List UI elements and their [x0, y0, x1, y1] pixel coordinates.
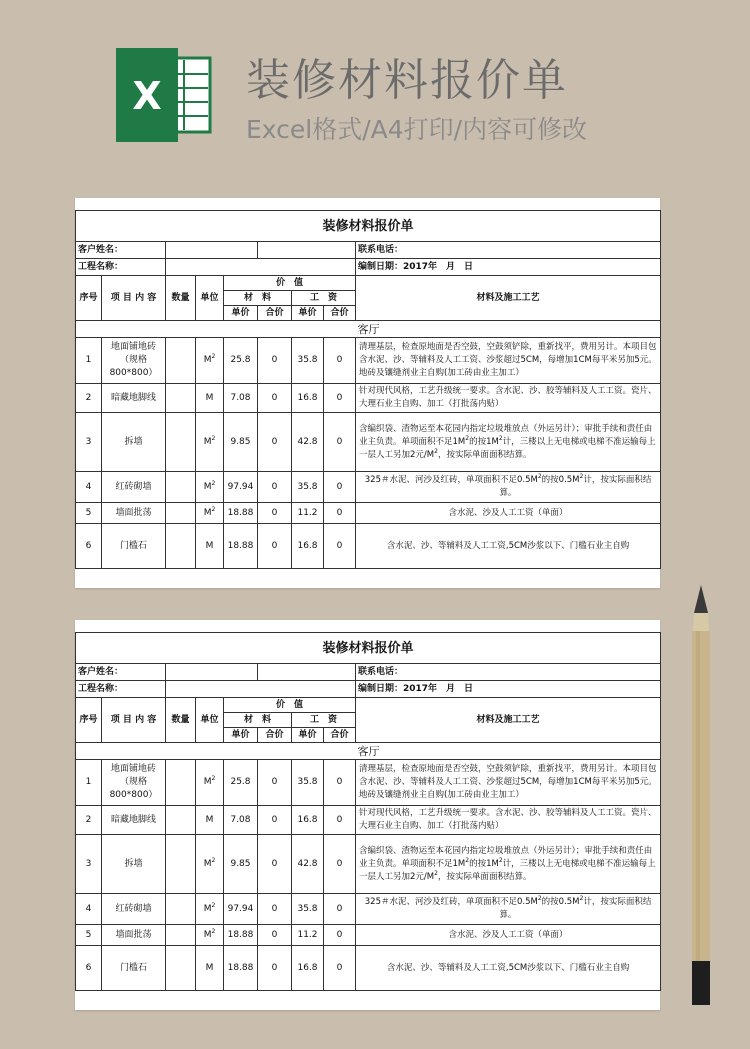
row-item: 门槛石	[102, 946, 166, 991]
row-item: 红砖砌墙	[102, 472, 166, 503]
row-unit: M	[196, 946, 224, 991]
row-unit: $M^2$	[196, 835, 224, 894]
row-no: 2	[76, 806, 102, 835]
row-lab-total: 0	[324, 760, 356, 806]
row-mat-price: 18.88	[224, 925, 258, 946]
row-desc: 含水泥、沙及人工工资（单面）	[356, 503, 661, 524]
col-no: 序号	[76, 276, 102, 321]
row-unit: $M^2$	[196, 894, 224, 925]
row-lab-total: 0	[324, 524, 356, 569]
customer-name-label: 客户姓名：	[76, 664, 166, 681]
col-qty: 数量	[166, 276, 196, 321]
row-qty[interactable]	[166, 760, 196, 806]
date-label: 编制日期：2017年 月 日	[356, 681, 661, 698]
table-row	[76, 806, 661, 835]
col-item: 项 目 内 容	[102, 276, 166, 321]
col-lab-unit-price: 单价	[292, 306, 324, 321]
quote-sheet-2	[75, 620, 660, 1010]
excel-logo-icon	[116, 48, 212, 142]
col-lab-total: 合价	[324, 728, 356, 743]
row-no: 2	[76, 384, 102, 413]
row-lab-price: 11.2	[292, 503, 324, 524]
col-item: 项 目 内 容	[102, 698, 166, 743]
logo-letter: X	[132, 74, 162, 118]
row-mat-price: 7.08	[224, 384, 258, 413]
table-row	[76, 384, 661, 413]
row-lab-price: 16.8	[292, 384, 324, 413]
row-mat-total: 0	[258, 472, 292, 503]
col-price: 价 值	[224, 276, 356, 291]
row-unit: $M^2$	[196, 925, 224, 946]
row-desc: 针对现代风格，工艺升级统一要求。含水泥、沙、胶等辅料及人工工资。瓷片、大理石业主自购、加工（打批荡内贴）	[356, 806, 661, 835]
row-lab-total: 0	[324, 925, 356, 946]
row-desc: 325＃水泥、河沙及红砖，单项面积不足$0.5M^2$的按$0.5M^2$计，按实际面积结算。	[356, 894, 661, 925]
col-material: 材 料	[224, 291, 292, 306]
col-mat-unit-price: 单价	[224, 728, 258, 743]
row-mat-total: 0	[258, 524, 292, 569]
quote-table	[75, 210, 661, 569]
row-desc: 清理基层，检查原地面是否空鼓，空鼓须铲除，重新找平，费用另计。本项目包含水泥、沙、等辅料及人工工资、沙浆超过5CM，每增加1CM每平米另加5元。地砖及镶缝剂业主自购(加工砖由业主加工）	[356, 760, 661, 806]
page-title: 装修材料报价单	[246, 55, 568, 106]
project-name-label: 工程名称：	[76, 681, 166, 698]
row-qty[interactable]	[166, 524, 196, 569]
customer-name-extra[interactable]	[258, 242, 356, 259]
row-qty[interactable]	[166, 413, 196, 472]
row-lab-total: 0	[324, 894, 356, 925]
col-lab-total: 合价	[324, 306, 356, 321]
table-row	[76, 524, 661, 569]
row-mat-price: 18.88	[224, 946, 258, 991]
row-lab-total: 0	[324, 384, 356, 413]
row-mat-price: 18.88	[224, 524, 258, 569]
row-lab-price: 16.8	[292, 524, 324, 569]
customer-name-value[interactable]	[166, 664, 258, 681]
contact-phone-label: 联系电话：	[356, 664, 661, 681]
row-mat-price: 25.8	[224, 338, 258, 384]
row-lab-price: 35.8	[292, 894, 324, 925]
row-qty[interactable]	[166, 503, 196, 524]
row-no: 1	[76, 760, 102, 806]
project-name-label: 工程名称：	[76, 259, 166, 276]
row-lab-total: 0	[324, 835, 356, 894]
row-mat-price: 9.85	[224, 413, 258, 472]
row-lab-price: 35.8	[292, 472, 324, 503]
table-row	[76, 338, 661, 384]
row-no: 5	[76, 503, 102, 524]
row-unit: $M^2$	[196, 760, 224, 806]
row-lab-price: 11.2	[292, 925, 324, 946]
row-unit: M	[196, 384, 224, 413]
row-unit: M	[196, 806, 224, 835]
col-labor: 工 资	[292, 291, 356, 306]
table-row	[76, 894, 661, 925]
project-name-value[interactable]	[166, 259, 356, 276]
col-desc: 材料及施工工艺	[356, 698, 661, 743]
col-desc: 材料及施工工艺	[356, 276, 661, 321]
row-no: 6	[76, 946, 102, 991]
row-mat-total: 0	[258, 925, 292, 946]
row-mat-total: 0	[258, 946, 292, 991]
quote-sheet-1	[75, 198, 660, 588]
row-lab-price: 16.8	[292, 946, 324, 991]
row-item: 墙面批荡	[102, 503, 166, 524]
row-unit: M	[196, 524, 224, 569]
row-mat-price: 25.8	[224, 760, 258, 806]
row-mat-total: 0	[258, 806, 292, 835]
table-row	[76, 946, 661, 991]
row-mat-total: 0	[258, 413, 292, 472]
row-mat-price: 97.94	[224, 894, 258, 925]
row-mat-total: 0	[258, 894, 292, 925]
row-item: 墙面批荡	[102, 925, 166, 946]
row-no: 6	[76, 524, 102, 569]
row-qty[interactable]	[166, 835, 196, 894]
row-mat-total: 0	[258, 835, 292, 894]
table-title: 装修材料报价单	[76, 211, 661, 242]
row-item: 地面铺地砖（规格800*800）	[102, 760, 166, 806]
row-qty[interactable]	[166, 472, 196, 503]
col-lab-unit-price: 单价	[292, 728, 324, 743]
row-no: 5	[76, 925, 102, 946]
table-row	[76, 472, 661, 503]
row-desc: 针对现代风格，工艺升级统一要求。含水泥、沙、胶等辅料及人工工资。瓷片、大理石业主自购、加工（打批荡内贴）	[356, 384, 661, 413]
contact-phone-label: 联系电话：	[356, 242, 661, 259]
row-lab-total: 0	[324, 472, 356, 503]
row-item: 暗藏地脚线	[102, 806, 166, 835]
row-desc: 清理基层，检查原地面是否空鼓，空鼓须铲除，重新找平，费用另计。本项目包含水泥、沙、等辅料及人工工资、沙浆超过5CM，每增加1CM每平米另加5元。地砖及镶缝剂业主自购(加工砖由业主加工）	[356, 338, 661, 384]
table-title: 装修材料报价单	[76, 633, 661, 664]
row-desc: 含编织袋、渣物运至本花园内指定垃圾堆放点（外运另计）；审批手续和责任由业主负责。单项面积不足$1M^2$的按$1M^2$计，三楼以上无电梯或电梯不准运输每上一层人工另加2元$/M^2$，按实际单面面积结算。	[356, 413, 661, 472]
row-mat-price: 7.08	[224, 806, 258, 835]
row-lab-total: 0	[324, 413, 356, 472]
col-price: 价 值	[224, 698, 356, 713]
row-lab-total: 0	[324, 338, 356, 384]
customer-name-value[interactable]	[166, 242, 258, 259]
table-row	[76, 413, 661, 472]
row-desc: 325＃水泥、河沙及红砖，单项面积不足$0.5M^2$的按$0.5M^2$计，按实际面积结算。	[356, 472, 661, 503]
customer-name-extra[interactable]	[258, 664, 356, 681]
row-mat-price: 9.85	[224, 835, 258, 894]
row-item: 地面铺地砖（规格800*800）	[102, 338, 166, 384]
row-item: 拆墙	[102, 413, 166, 472]
row-mat-total: 0	[258, 503, 292, 524]
area-label: 客厅	[356, 743, 661, 760]
col-labor: 工 资	[292, 713, 356, 728]
row-lab-price: 35.8	[292, 338, 324, 384]
row-item: 暗藏地脚线	[102, 384, 166, 413]
row-lab-total: 0	[324, 806, 356, 835]
row-mat-total: 0	[258, 338, 292, 384]
col-mat-total: 合价	[258, 306, 292, 321]
col-no: 序号	[76, 698, 102, 743]
row-desc: 含水泥、沙及人工工资（单面）	[356, 925, 661, 946]
customer-name-label: 客户姓名：	[76, 242, 166, 259]
row-no: 4	[76, 472, 102, 503]
row-unit: $M^2$	[196, 472, 224, 503]
table-row	[76, 503, 661, 524]
row-desc: 含水泥、沙、等辅料及人工工资,5CM沙浆以下、门槛石业主自购	[356, 524, 661, 569]
row-desc: 含水泥、沙、等辅料及人工工资,5CM沙浆以下、门槛石业主自购	[356, 946, 661, 991]
row-mat-price: 18.88	[224, 503, 258, 524]
row-desc: 含编织袋、渣物运至本花园内指定垃圾堆放点（外运另计）；审批手续和责任由业主负责。单项面积不足$1M^2$的按$1M^2$计，三楼以上无电梯或电梯不准运输每上一层人工另加2元$/M^2$，按实际单面面积结算。	[356, 835, 661, 894]
col-material: 材 料	[224, 713, 292, 728]
row-no: 3	[76, 413, 102, 472]
col-unit: 单位	[196, 698, 224, 743]
row-lab-price: 42.8	[292, 413, 324, 472]
row-lab-price: 42.8	[292, 835, 324, 894]
row-lab-price: 16.8	[292, 806, 324, 835]
row-lab-price: 35.8	[292, 760, 324, 806]
area-label: 客厅	[356, 321, 661, 338]
col-mat-unit-price: 单价	[224, 306, 258, 321]
row-lab-total: 0	[324, 503, 356, 524]
row-lab-total: 0	[324, 946, 356, 991]
row-mat-total: 0	[258, 760, 292, 806]
row-item: 拆墙	[102, 835, 166, 894]
row-qty[interactable]	[166, 806, 196, 835]
page-subtitle: Excel格式/A4打印/内容可修改	[246, 115, 588, 144]
row-qty[interactable]	[166, 338, 196, 384]
date-label: 编制日期：2017年 月 日	[356, 259, 661, 276]
row-qty[interactable]	[166, 894, 196, 925]
row-qty[interactable]	[166, 925, 196, 946]
table-row	[76, 925, 661, 946]
row-unit: $M^2$	[196, 503, 224, 524]
pencil-icon	[688, 585, 714, 1005]
row-qty[interactable]	[166, 384, 196, 413]
area-spacer	[76, 743, 356, 760]
col-unit: 单位	[196, 276, 224, 321]
col-mat-total: 合价	[258, 728, 292, 743]
row-item: 门槛石	[102, 524, 166, 569]
row-mat-total: 0	[258, 384, 292, 413]
table-row	[76, 760, 661, 806]
row-no: 1	[76, 338, 102, 384]
row-no: 3	[76, 835, 102, 894]
row-mat-price: 97.94	[224, 472, 258, 503]
row-qty[interactable]	[166, 946, 196, 991]
project-name-value[interactable]	[166, 681, 356, 698]
quote-table	[75, 632, 661, 991]
row-unit: $M^2$	[196, 338, 224, 384]
row-item: 红砖砌墙	[102, 894, 166, 925]
table-row	[76, 835, 661, 894]
col-qty: 数量	[166, 698, 196, 743]
row-unit: $M^2$	[196, 413, 224, 472]
area-spacer	[76, 321, 356, 338]
row-no: 4	[76, 894, 102, 925]
